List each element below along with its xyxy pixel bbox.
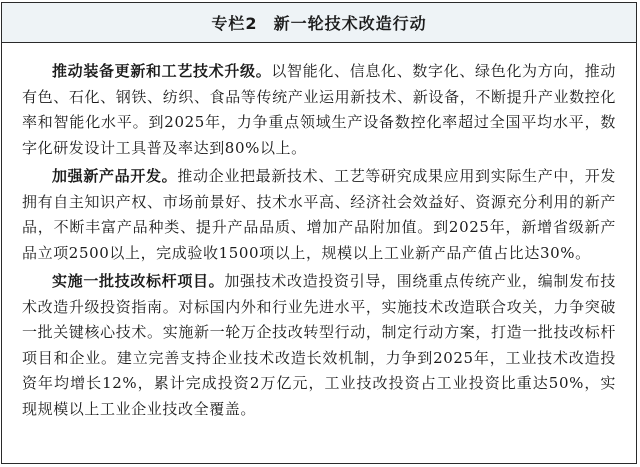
section-new-products [22,164,616,266]
box-number [211,11,257,34]
section-heading: 推动装备更新和工艺技术升级。 [52,62,272,80]
box-label: 专栏 [211,14,246,33]
section-heading: 加强新产品开发。 [52,167,178,185]
section-text: 推动企业把最新技术、工艺等研究成果应用到实际生产中，开发拥有自主知识产权、市场前景好、技术水平高、经济社会效益好、资源充分利用的新产品，不断丰富产品种类、提升产品品质、增加产品附加值。到2025年，新增省级新产品立项2500以上，完成验收1500项以上，规模以上工业新产品产值占比达30%。 [22,167,616,262]
section-equipment-upgrade [22,59,616,161]
section-text: 以智能化、信息化、数字化、绿色化为方向，推动有色、石化、钢铁、纺织、食品等传统产业运用新技术、新设备，不断提升产业数控化率和智能化水平。到2025年，力争重点领域生产设备数控化率超过全国平均水平，数字化研发设计工具普及率达到80%以上。 [22,62,616,157]
box-header [2,3,636,43]
box-title: 新一轮技术改造行动 [273,14,427,33]
feature-box [1,2,637,464]
box-index: 2 [245,14,258,33]
section-benchmark-projects [22,269,616,422]
section-text: 加强技术改造投资引导，围绕重点传统产业，编制发布技术改造升级投资指南。对标国内外和行业先进水平，实施技术改造联合攻关，力争突破一批关键核心技术。实施新一轮万企技改转型行动，制定行动方案，打造一批技改标杆项目和企业。建立完善支持企业技术改造长效机制，力争到2025年，工业技术改造投资年均增长12%，累计完成投资2万亿元，工业技改投资占工业投资比重达50%，实现规模以上工业企业技改全覆盖。 [22,272,616,418]
box-body [2,43,636,422]
section-heading: 实施一批技改标杆项目。 [52,272,225,290]
